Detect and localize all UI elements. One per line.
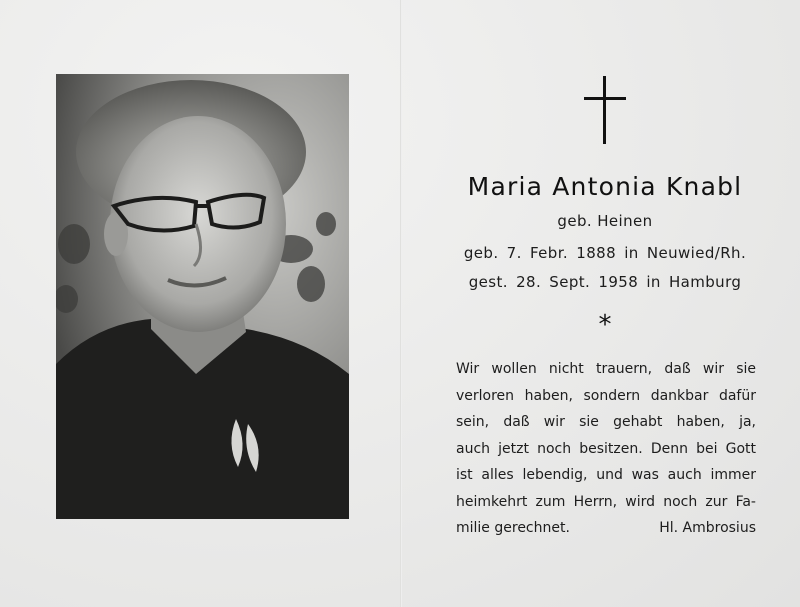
maiden-name: geb. Heinen: [557, 212, 653, 230]
verse-attribution: Hl. Ambrosius: [659, 520, 756, 536]
verse-line: Wir wollen nicht trauern, daß wir sie: [456, 361, 756, 377]
portrait-photo: [56, 74, 349, 519]
verse-quote: [456, 356, 756, 542]
birth-line: geb. 7. Febr. 1888 in Neuwied/Rh.: [463, 244, 747, 262]
verse-line: milie gerechnet.: [456, 520, 570, 536]
star-divider-icon: *: [598, 310, 612, 340]
deceased-name: Maria Antonia Knabl: [467, 172, 743, 201]
verse-line: verloren haben, sondern dankbar dafür: [456, 387, 756, 404]
verse-line: heimkehrt zum Herrn, wird noch zur Fa-: [456, 493, 756, 510]
verse-line: auch jetzt noch besitzen. Denn bei Gott: [456, 440, 756, 457]
cross-icon: [584, 76, 626, 144]
verse-line: sein, daß wir sie gehabt haben, ja,: [456, 414, 756, 430]
verse-line: ist alles lebendig, und was auch immer: [456, 467, 756, 483]
verse-last-line: [456, 515, 756, 542]
card-fold: [400, 0, 402, 607]
death-line: gest. 28. Sept. 1958 in Hamburg: [468, 273, 742, 291]
